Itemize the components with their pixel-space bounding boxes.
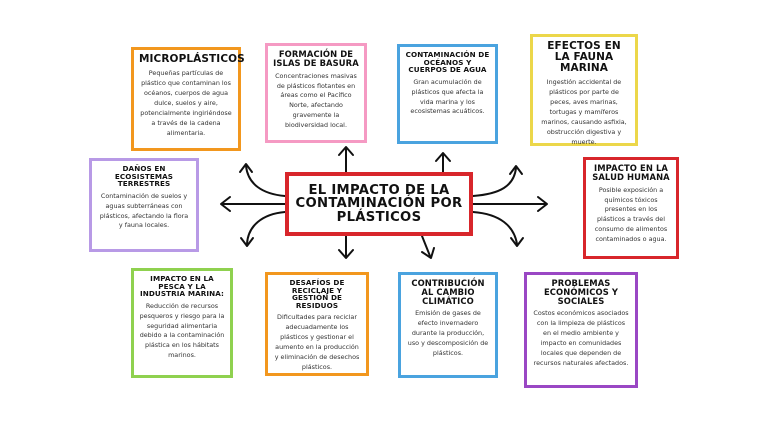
card-title: FORMACIÓN DE ISLAS DE BASURA <box>273 49 359 68</box>
card-title: DESAFÍOS DE RECICLAJE Y GESTIÓN DE RESIDUOS <box>289 278 345 310</box>
card-title: PROBLEMAS ECONÓMICOS Y SOCIALES <box>543 278 619 306</box>
arrow-right-down <box>473 212 517 244</box>
card-cambio-climatico <box>398 272 498 378</box>
card-reciclaje-residuos <box>265 272 369 376</box>
card-title: MICROPLÁSTICOS <box>139 53 245 65</box>
card-title: CONTAMINACIÓN DE OCÉANOS Y CUERPOS DE AGUA <box>405 50 490 75</box>
card-pesca-industria <box>131 268 233 378</box>
card-fauna-marina <box>530 34 638 146</box>
card-text: Emisión de gases de efecto invernadero durante la producción, uso y descomposición de plásticos. <box>407 309 489 358</box>
card-salud-humana <box>583 157 679 259</box>
card-text: Ingestión accidental de plásticos por parte de peces, aves marinas, tortugas y mamíferos marinos, causando asfixia, obstrucción digestiva y muerte. <box>541 78 627 146</box>
card-ecosistemas-terrestres <box>89 158 199 252</box>
card-islas-basura <box>265 43 367 143</box>
card-text: Concentraciones masivas de plásticos flotantes en áreas como el Pacífico Norte, afectando gravemente la biodiversidad local. <box>275 71 357 130</box>
card-text: Costos económicos asociados con la limpieza de plásticos en el medio ambiente y impacto en comunidades locales que dependen de recursos naturales afectados. <box>533 309 629 368</box>
card-microplasticos <box>131 47 245 151</box>
card-text: Pequeñas partículas de plástico que contaminan los océanos, cuerpos de agua dulce, suelos y aire, potencialmente ingiriéndose a través de la cadena alimentaria. <box>140 69 232 137</box>
card-text: Reducción de recursos pesqueros y riesgo para la seguridad alimentaria debido a la contaminación plástica en los hábitats marinos. <box>139 301 225 360</box>
card-title: CONTRIBUCIÓN AL CAMBIO CLIMÁTICO <box>411 278 485 306</box>
card-title: IMPACTO EN LA PESCA Y LA INDUSTRIA MARINA: <box>139 274 225 299</box>
card-text: Contaminación de suelos y aguas subterráneas con plásticos, afectando la flora y fauna locales. <box>99 191 189 230</box>
arrow-right-up <box>473 168 516 196</box>
card-title: EFECTOS EN LA FAUNA MARINA <box>547 40 621 75</box>
central-title-box <box>285 172 473 236</box>
card-text: Gran acumulación de plásticos que afecta la vida marina y los ecosistemas acuáticos. <box>410 77 485 116</box>
card-problemas-economicos <box>524 272 638 388</box>
card-oceanos <box>397 44 498 144</box>
card-title: IMPACTO EN LA SALUD HUMANA <box>592 163 670 182</box>
central-title: EL IMPACTO DE LA CONTAMINACIÓN POR PLÁSTICOS <box>295 182 463 225</box>
card-text: Posible exposición a químicos tóxicos presentes en los plásticos a través del consumo de alimentos contaminados o agua. <box>594 185 668 244</box>
card-text: Dificultades para reciclar adecuadamente los plásticos y gestionar el aumento en la producción y eliminación de desechos plásticos. <box>274 313 360 371</box>
card-title: DAÑOS EN ECOSISTEMAS TERRESTRES <box>114 164 174 189</box>
